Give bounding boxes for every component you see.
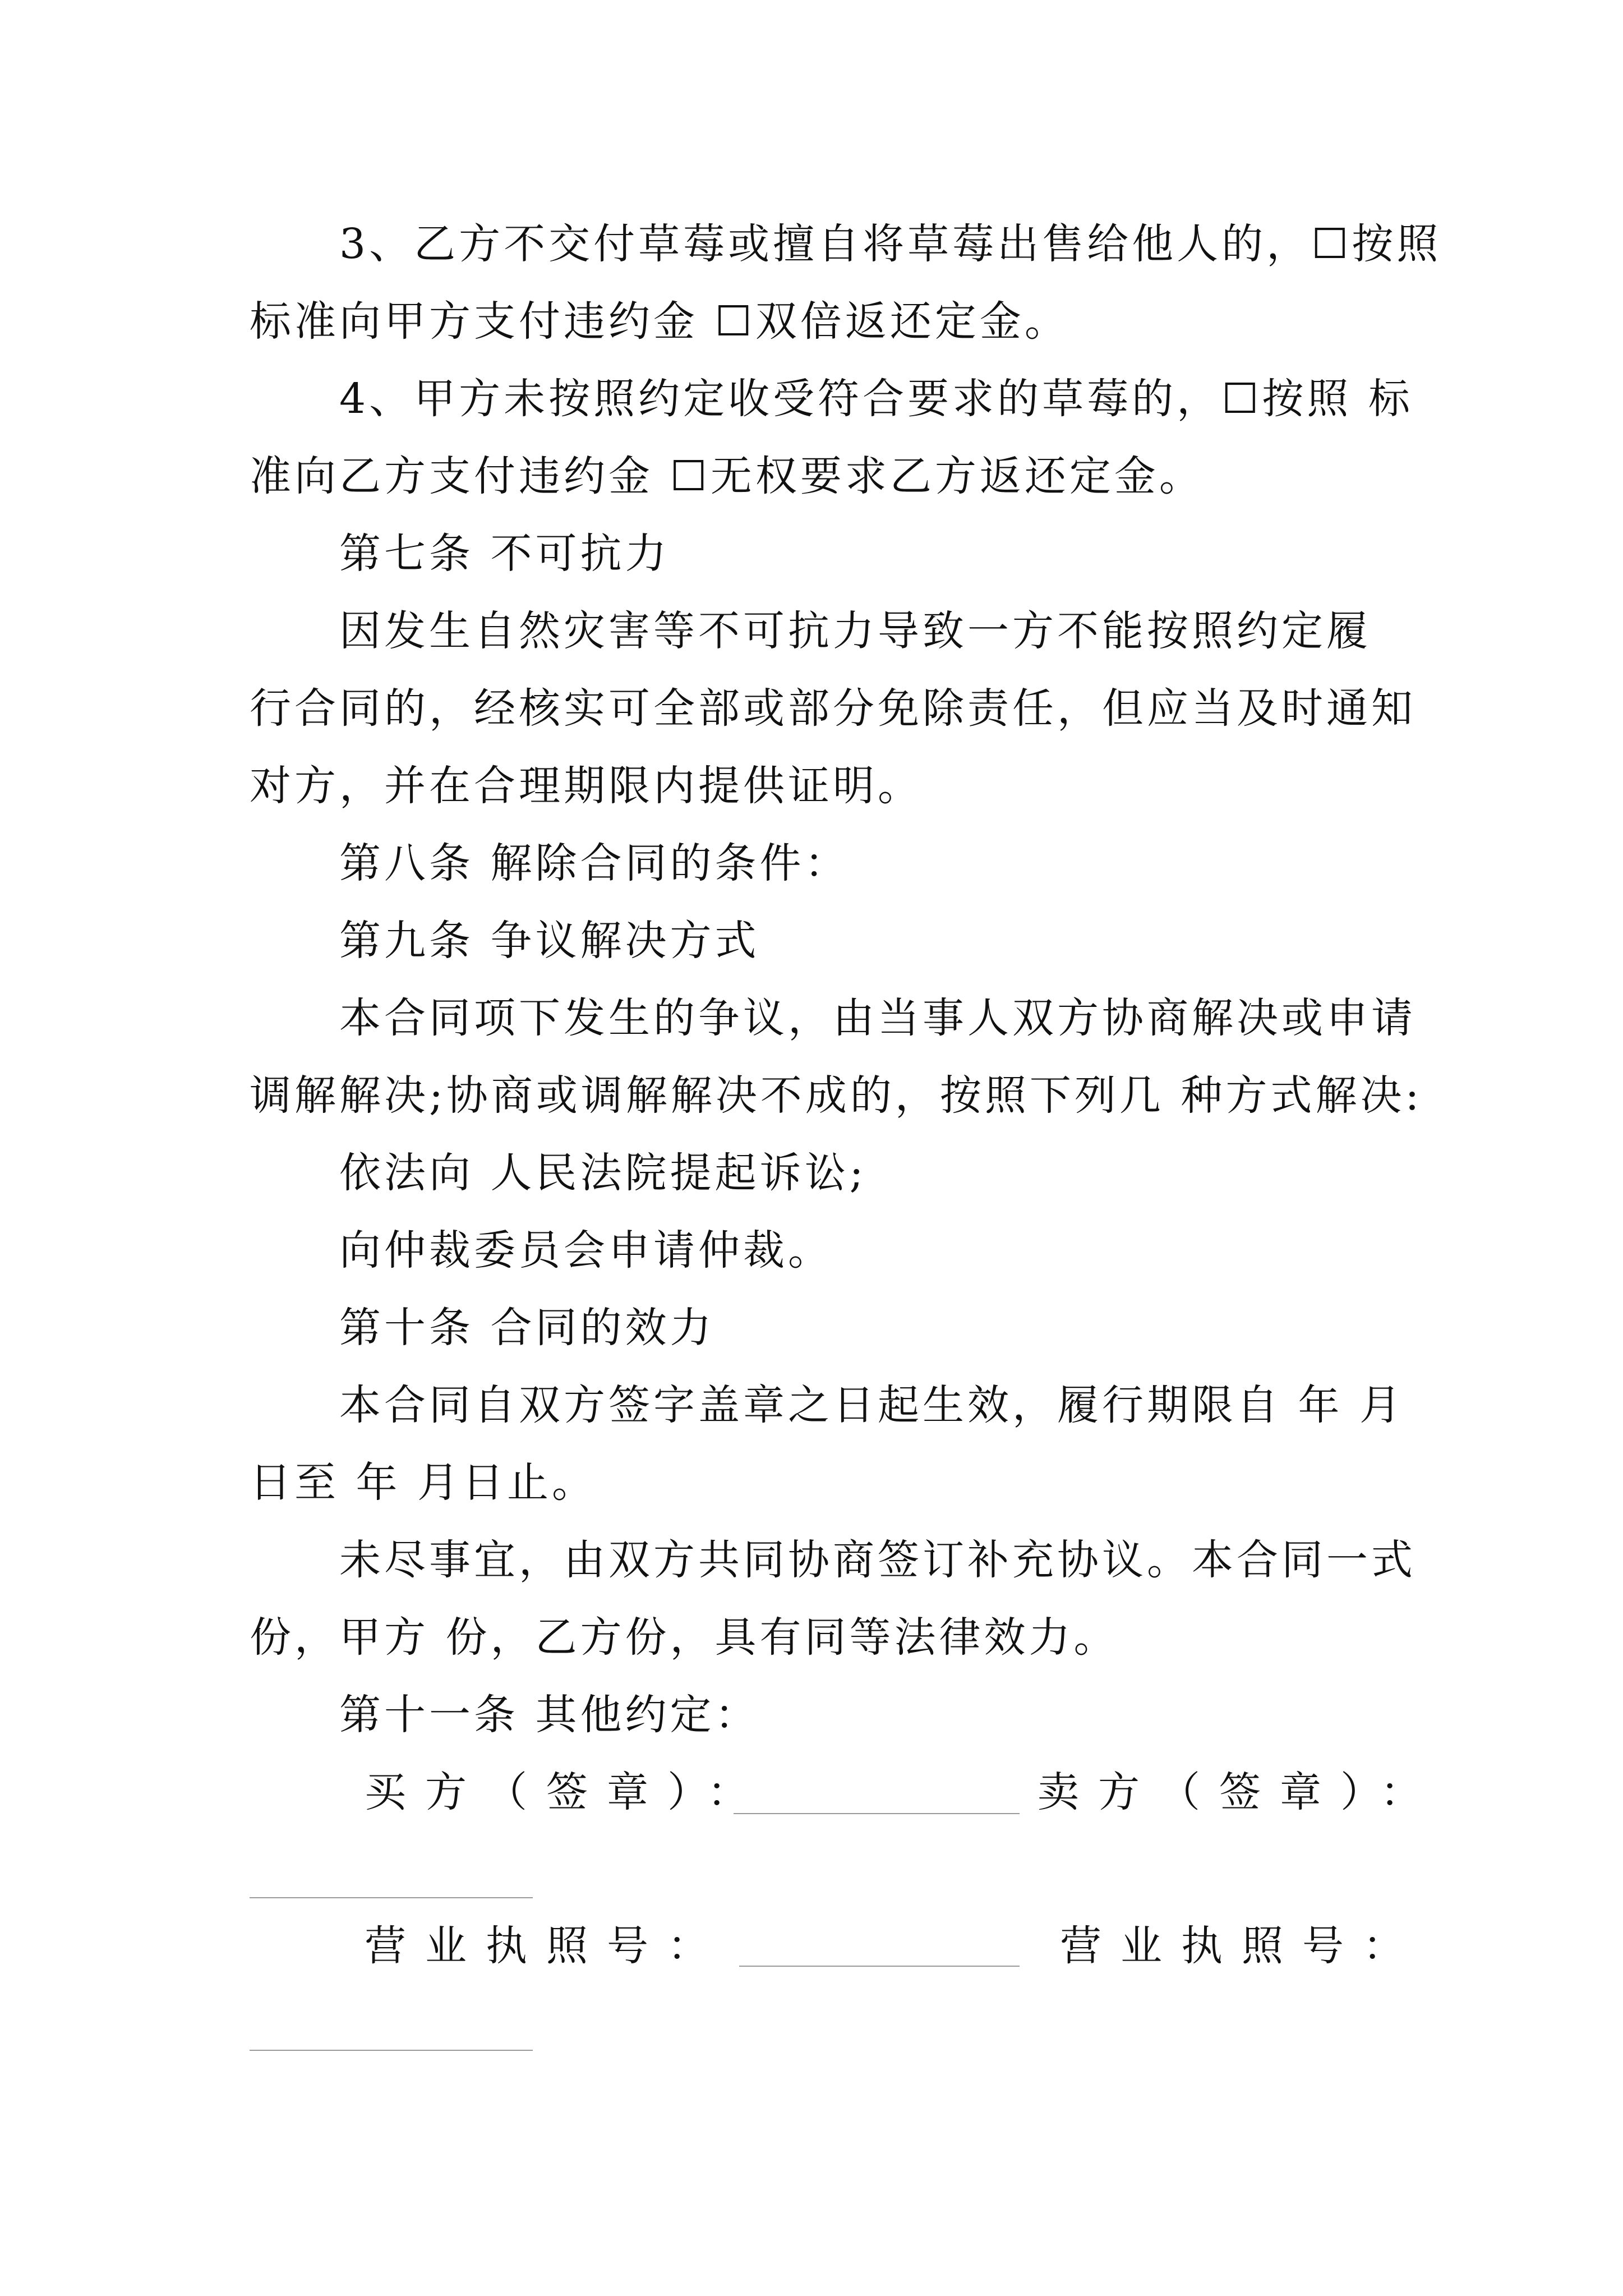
buyer-signature-line[interactable] bbox=[734, 1813, 1020, 1814]
article-9-heading: 第九条 争议解决方式 bbox=[339, 917, 760, 965]
article-7-line-2: 行合同的，经核实可全部或部分免除责任，但应当及时通知 bbox=[250, 684, 1416, 733]
article-10-line-3: 未尽事宜，由双方共同协商签订补充协议。本合同一式 bbox=[339, 1536, 1416, 1584]
seller-license-line[interactable] bbox=[250, 2050, 533, 2051]
article-9-line-1: 本合同项下发生的争议，由当事人双方协商解决或申请 bbox=[339, 994, 1416, 1042]
buyer-license-line[interactable] bbox=[739, 1966, 1020, 1967]
article-7-line-3: 对方，并在合理期限内提供证明。 bbox=[250, 762, 923, 810]
seller-license-label: 营业执照号： bbox=[1060, 1922, 1423, 1970]
article-8-heading: 第八条 解除合同的条件： bbox=[339, 839, 850, 887]
clause-3-line-1: 3、乙方不交付草莓或擅自将草莓出售给他人的，☐按照 bbox=[339, 220, 1442, 268]
seller-signature-label: 卖方（签章）： bbox=[1038, 1768, 1441, 1816]
clause-3-line-2: 标准向甲方支付违约金 ☐双倍返还定金。 bbox=[250, 297, 1069, 346]
article-10-line-4: 份，甲方 份，乙方份，具有同等法律效力。 bbox=[250, 1613, 1119, 1662]
article-10-line-1: 本合同自双方签字盖章之日起生效，履行期限自 年 月 bbox=[339, 1381, 1405, 1429]
buyer-signature-label: 买方（签章）： bbox=[365, 1768, 768, 1816]
article-11-heading: 第十一条 其他约定： bbox=[339, 1691, 760, 1739]
article-7-heading: 第七条 不可抗力 bbox=[339, 530, 670, 578]
article-10-line-2: 日至 年 月日止。 bbox=[250, 1458, 597, 1507]
seller-signature-line[interactable] bbox=[250, 1897, 533, 1898]
clause-4-line-1: 4、甲方未按照约定收受符合要求的草莓的，☐按照 标 bbox=[339, 375, 1413, 423]
article-7-line-1: 因发生自然灾害等不可抗力导致一方不能按照约定履 bbox=[339, 607, 1371, 655]
article-10-heading: 第十条 合同的效力 bbox=[339, 1304, 715, 1352]
article-9-line-2: 调解解决;协商或调解解决不成的，按照下列几 种方式解决: bbox=[250, 1071, 1423, 1120]
article-9-option-1: 依法向 人民法院提起诉讼; bbox=[339, 1149, 867, 1197]
buyer-license-label: 营业执照号： bbox=[365, 1922, 728, 1970]
article-9-option-2: 向仲裁委员会申请仲裁。 bbox=[339, 1226, 833, 1274]
clause-4-line-2: 准向乙方支付违约金 ☐无权要求乙方返还定金。 bbox=[250, 452, 1204, 500]
